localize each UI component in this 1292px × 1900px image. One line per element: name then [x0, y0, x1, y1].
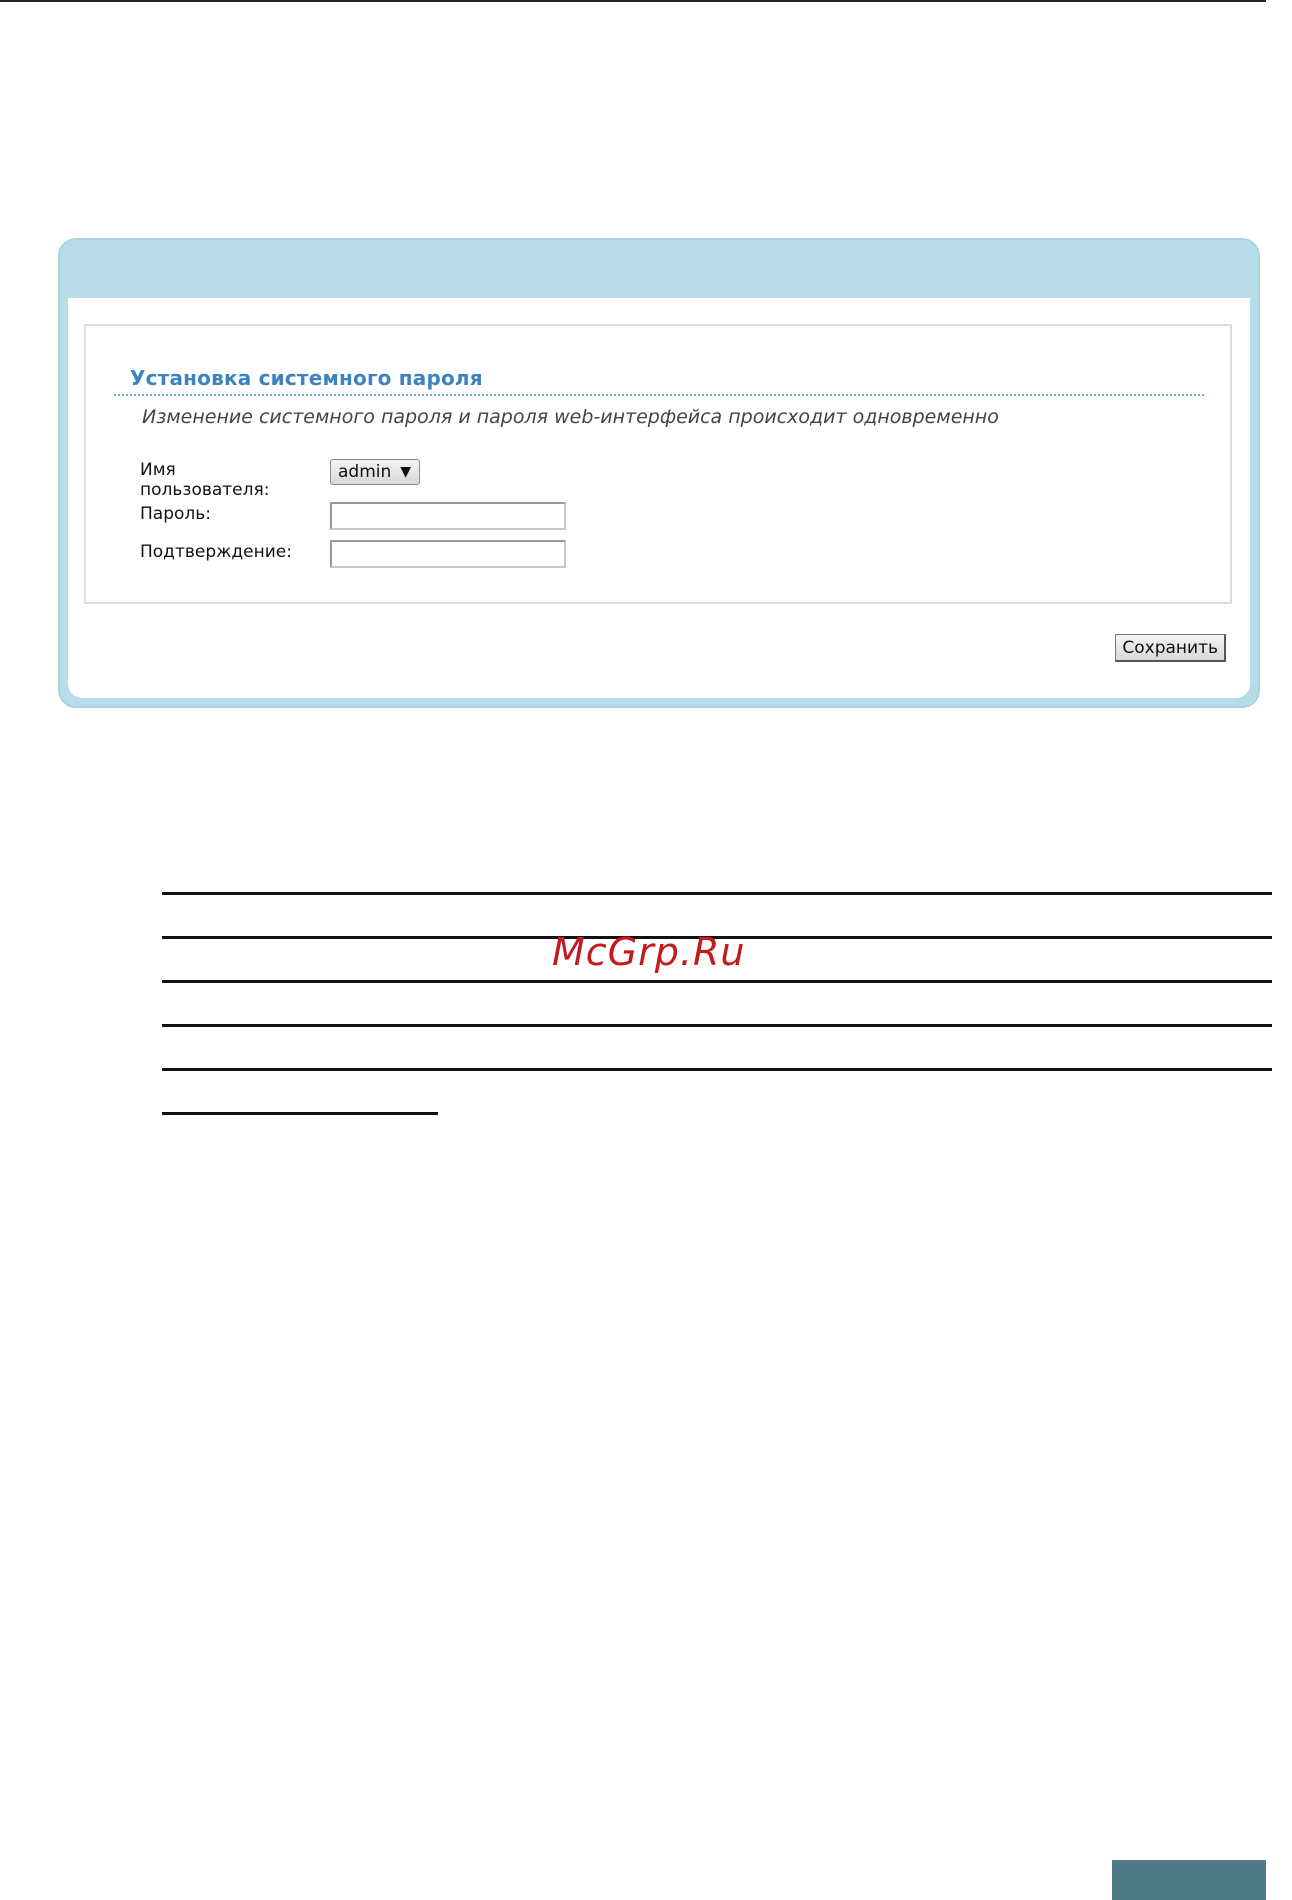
panel-body [68, 298, 1250, 698]
password-input[interactable] [330, 502, 566, 530]
password-fieldset [84, 324, 1232, 604]
top-divider [0, 0, 1266, 2]
username-label [140, 460, 269, 500]
confirm-label: Подтверждение: [140, 542, 292, 562]
save-button[interactable]: Сохранить [1115, 634, 1226, 662]
section-title: Установка системного пароля [130, 366, 483, 390]
username-select[interactable] [330, 459, 420, 485]
title-divider [114, 394, 1204, 396]
dropdown-arrow-icon: ▼ [400, 464, 411, 480]
password-label: Пароль: [140, 504, 212, 524]
username-label-line2: пользователя: [140, 480, 270, 500]
confirm-password-input[interactable] [330, 540, 566, 568]
blank-line-1 [162, 892, 1272, 895]
blank-line-6 [162, 1112, 438, 1115]
section-description: Изменение системного пароля и пароля web-интерфейса происходит одновременно [142, 406, 999, 428]
settings-panel [58, 238, 1260, 708]
page-number-tab [1112, 1860, 1266, 1900]
blank-line-5 [162, 1068, 1272, 1071]
username-label-line1: Имя [140, 460, 176, 480]
blank-line-4 [162, 1024, 1272, 1027]
watermark: McGrp.Ru [552, 930, 746, 974]
username-select-value: admin [338, 462, 392, 482]
blank-line-3 [162, 980, 1272, 983]
